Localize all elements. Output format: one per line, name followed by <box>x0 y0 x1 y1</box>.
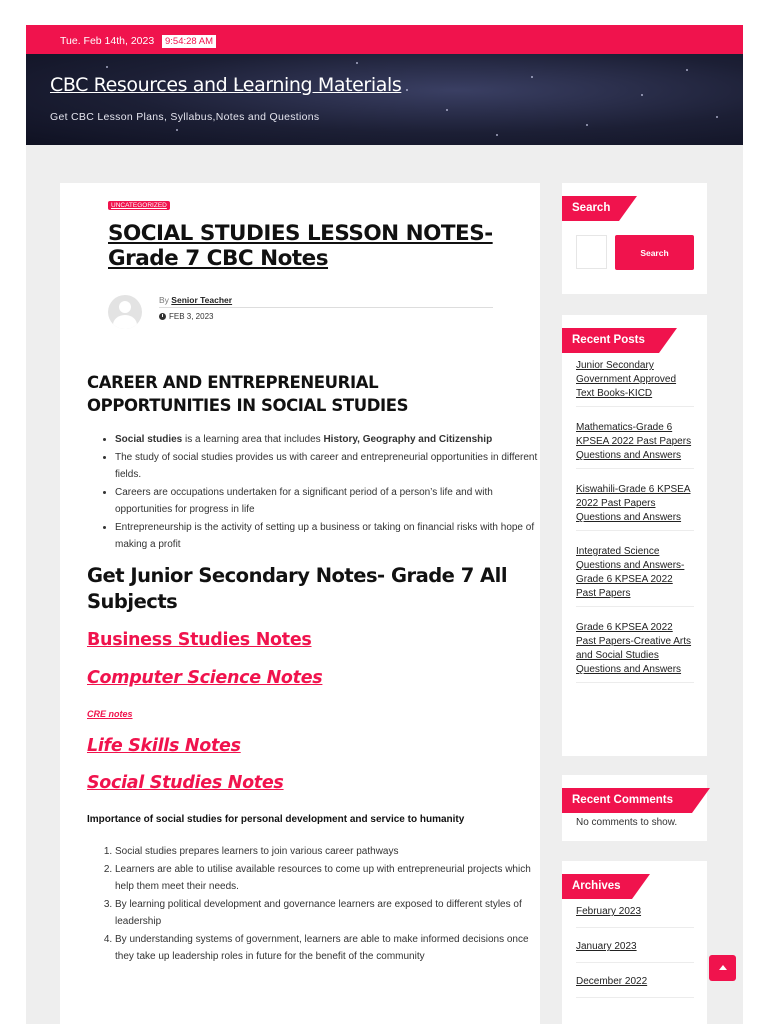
list-item: 4. By understanding systems of government, learners are able to make informed decisions once they take up leadership roles in future for the benefit of the community <box>115 931 545 966</box>
current-date: Tue. Feb 14th, 2023 <box>60 35 155 47</box>
post-byline <box>159 295 232 305</box>
list-item: 1. Social studies prepares learners to join various career pathways <box>115 843 545 861</box>
recent-post-link[interactable]: Kiswahili-Grade 6 KPSEA 2022 Past Papers Questions and Answers <box>576 483 694 531</box>
meta-divider <box>159 307 493 308</box>
post-date <box>159 312 213 321</box>
archive-link[interactable]: February 2023 <box>576 905 694 928</box>
search-input[interactable] <box>576 235 607 269</box>
computer-science-notes-link[interactable]: Computer Science Notes <box>87 668 323 688</box>
social-studies-notes-link[interactable]: Social Studies Notes <box>87 773 284 793</box>
importance-list <box>87 843 545 966</box>
list-item: • Social studies is a learning area that includes History, Geography and Citizenship <box>115 431 545 449</box>
list-item: • Careers are occupations undertaken for a significant period of a person’s life and with opportunities for progress in life <box>115 484 545 519</box>
list-item: • Entrepreneurship is the activity of setting up a business or taking on financial risks with hope of making a profit <box>115 519 545 554</box>
search-widget-title: Search <box>562 196 619 221</box>
recent-post-link[interactable]: Integrated Science Questions and Answers-Grade 6 KPSEA 2022 Past Papers <box>576 545 694 607</box>
chevron-up-icon[interactable] <box>709 955 736 981</box>
no-comments-text: No comments to show. <box>576 817 678 828</box>
category-badge[interactable]: UNCATEGORIZED <box>108 201 170 210</box>
author-link[interactable]: Senior Teacher <box>171 295 233 305</box>
site-title-link[interactable]: CBC Resources and Learning Materials <box>50 74 402 96</box>
recent-posts-list <box>576 359 694 697</box>
site-header-banner <box>26 54 743 145</box>
archives-title: Archives <box>562 874 632 899</box>
archive-link[interactable]: December 2022 <box>576 975 694 998</box>
archives-list <box>576 905 694 1010</box>
clock-icon <box>159 313 166 320</box>
top-bar <box>26 25 743 54</box>
business-studies-notes-link[interactable]: Business Studies Notes <box>87 630 312 650</box>
list-item: 2. Learners are able to utilise available resources to come up with entrepreneurial projects which help them meet their needs. <box>115 861 545 896</box>
current-time: 9:54:28 AM <box>162 35 216 48</box>
section-heading: CAREER AND ENTREPRENEURIAL OPPORTUNITIES IN SOCIAL STUDIES <box>87 373 409 415</box>
search-button[interactable]: Search <box>615 235 694 270</box>
recent-post-link[interactable]: Mathematics-Grade 6 KPSEA 2022 Past Papers Questions and Answers <box>576 421 694 469</box>
archive-link[interactable]: January 2023 <box>576 940 694 963</box>
list-item: • The study of social studies provides us with career and entrepreneurial opportunities in different fields. <box>115 449 545 484</box>
archives-widget <box>562 861 707 1024</box>
by-label: By <box>159 295 169 305</box>
career-bullet-list <box>87 431 545 554</box>
importance-heading: Importance of social studies for personal development and service to humanity <box>87 814 465 825</box>
post-date-text: FEB 3, 2023 <box>169 312 214 321</box>
recent-comments-title: Recent Comments <box>562 788 692 813</box>
life-skills-notes-link[interactable]: Life Skills Notes <box>87 736 241 756</box>
search-widget <box>562 183 707 294</box>
cre-notes-link[interactable]: CRE notes <box>87 709 133 719</box>
recent-posts-widget <box>562 315 707 756</box>
recent-comments-widget <box>562 775 707 841</box>
site-tagline: Get CBC Lesson Plans, Syllabus,Notes and Questions <box>50 111 320 123</box>
recent-post-link[interactable]: Junior Secondary Government Approved Text Books-KICD <box>576 359 694 407</box>
notes-heading: Get Junior Secondary Notes- Grade 7 All Subjects <box>87 564 508 613</box>
post-title[interactable]: SOCIAL STUDIES LESSON NOTES- Grade 7 CBC Notes <box>108 221 493 271</box>
list-item: 3. By learning political development and governance learners are exposed to different styles of leadership <box>115 896 545 931</box>
user-avatar-icon <box>108 295 142 329</box>
main-article <box>60 183 540 1024</box>
recent-posts-title: Recent Posts <box>562 328 659 353</box>
recent-post-link[interactable]: Grade 6 KPSEA 2022 Past Papers-Creative Arts and Social Studies Questions and Answers <box>576 621 694 683</box>
